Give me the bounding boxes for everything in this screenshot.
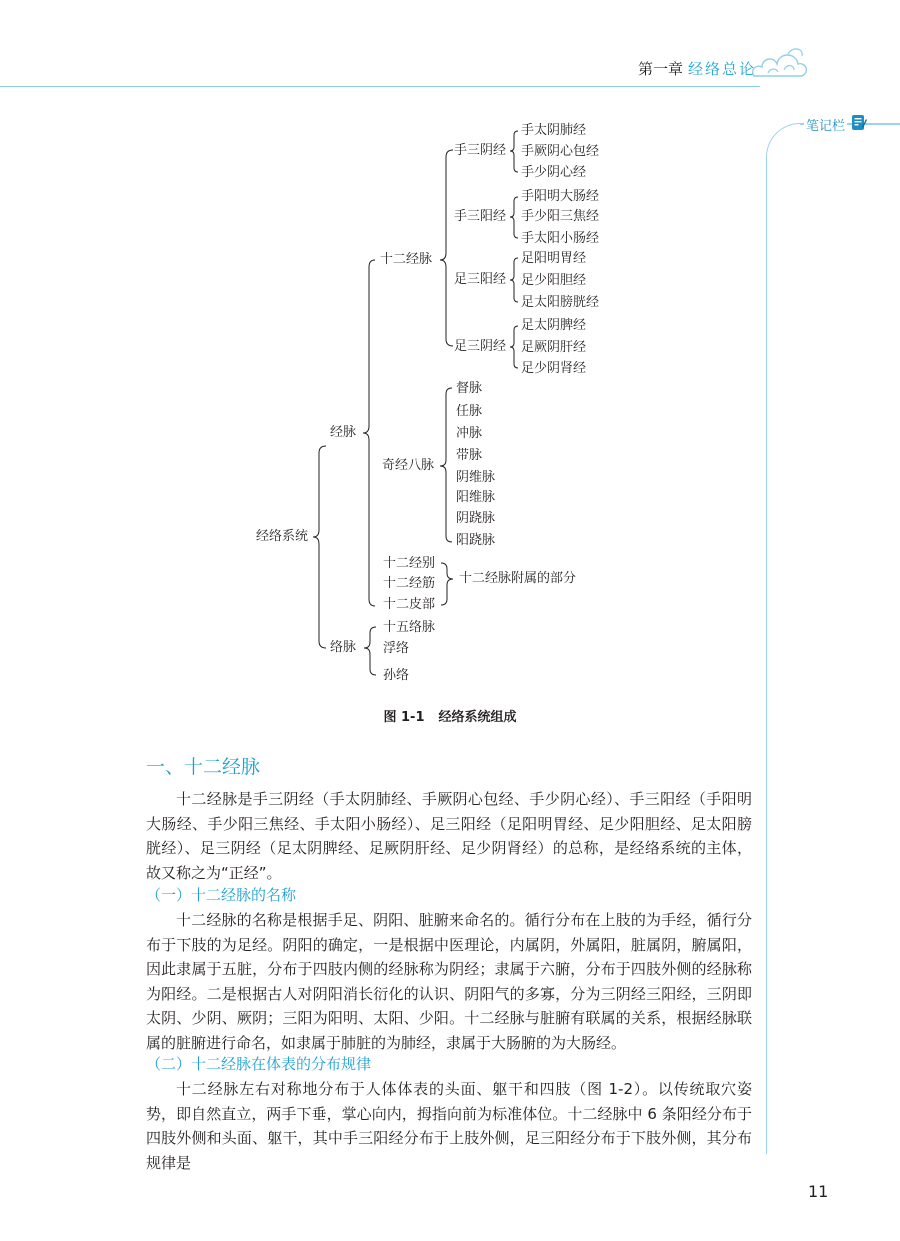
node-foot-three-yang: 足三阳经 [454, 272, 507, 287]
leaf-meridian: 足少阴肾经 [521, 361, 587, 376]
leaf-meridian: 足少阳胆经 [521, 273, 587, 288]
node-subsidiary-label: 十二经脉附属的部分 [459, 571, 577, 586]
leaf-meridian: 足太阴脾经 [521, 318, 587, 333]
section-title: 一、十二经脉 [146, 756, 261, 778]
node-hand-three-yang: 手三阳经 [454, 209, 507, 224]
leaf-collateral: 十五络脉 [383, 620, 436, 635]
figure-title: 经络系统组成 [438, 710, 517, 725]
node-foot-three-yin: 足三阴经 [454, 339, 507, 354]
figure-caption [0, 706, 900, 725]
chapter-label: 第一章 [638, 60, 684, 78]
leaf-subsidiary: 十二皮部 [383, 597, 436, 612]
leaf-meridian: 手太阴肺经 [521, 123, 587, 138]
names-paragraph: 十二经脉的名称是根据手足、阴阳、脏腑来命名的。循行分布在上肢的为手经，循行分布于下肢的为足经。阴阳的确定，一是根据中医理论，内属阴，外属阳，脏属阴，腑属阳，因此隶属于五脏，分布于四肢内侧的经脉称为阴经；隶属于六腑，分布于四肢外侧的经脉称为阳经。二是根据古人对阴阳消长衍化的认识、阴阳气的多寡，分为三阴经三阳经，三阴即太阴、少阴、厥阴；三阳为阳明、太阳、少阳。十二经脉与脏腑有联属的关系，根据经脉联属的脏腑进行命名，如隶属于肺脏的为肺经，隶属于大肠腑的为大肠经。 [146, 911, 752, 1052]
figure-label: 图 1-1 [383, 710, 425, 725]
leaf-meridian: 手少阳三焦经 [521, 209, 600, 224]
leaf-extra-meridian: 阳跷脉 [456, 533, 496, 548]
node-eight-extra-meridians: 奇经八脉 [382, 458, 435, 473]
leaf-meridian: 足阳明胃经 [521, 251, 587, 266]
leaf-subsidiary: 十二经别 [383, 556, 436, 571]
leaf-extra-meridian: 阳维脉 [456, 490, 496, 505]
node-hand-three-yin: 手三阴经 [454, 143, 507, 158]
node-luomai: 络脉 [330, 640, 357, 655]
leaf-extra-meridian: 带脉 [456, 448, 483, 463]
intro-paragraph: 十二经脉是手三阴经（手太阴肺经、手厥阴心包经、手少阴心经）、手三阳经（手阳明大肠经、手少阳三焦经、手太阳小肠经）、足三阳经（足阳明胃经、足少阳胆经、足太阳膀胱经）、足三阴经（足太阴脾经、足厥阴肝经、足少阴肾经）的总称，是经络系统的主体，故又称之为“正经”。 [146, 790, 752, 882]
leaf-meridian: 手太阳小肠经 [521, 231, 600, 246]
leaf-extra-meridian: 任脉 [456, 404, 483, 419]
leaf-meridian: 足太阳膀胱经 [521, 295, 600, 310]
notes-label: 笔记栏 [804, 115, 847, 134]
leaf-meridian: 足厥阴肝经 [521, 340, 587, 355]
subsection-title-names: （一）十二经脉的名称 [146, 886, 297, 904]
node-meridian-system: 经络系统 [256, 529, 309, 544]
leaf-meridian: 手厥阴心包经 [521, 144, 600, 159]
subsection-title-distribution: （二）十二经脉在体表的分布规律 [146, 1055, 372, 1073]
leaf-meridian: 手阳明大肠经 [521, 189, 600, 204]
node-twelve-meridians: 十二经脉 [380, 252, 433, 267]
distribution-paragraph: 十二经脉左右对称地分布于人体体表的头面、躯干和四肢（图 1-2）。以传统取穴姿势，即自然直立，两手下垂，掌心向内，拇指向前为标准体位。十二经脉中 6 条阳经分布于四肢外侧和头面、躯干，其中手三阳经分布于上肢外侧，足三阳经分布于下肢外侧，其分布规律是 [146, 1080, 752, 1172]
leaf-subsidiary: 十二经筋 [383, 576, 436, 591]
page-number: 11 [808, 1182, 829, 1201]
node-jingmai: 经脉 [330, 425, 357, 440]
leaf-collateral: 孙络 [383, 668, 410, 683]
leaf-extra-meridian: 督脉 [456, 381, 483, 396]
leaf-extra-meridian: 冲脉 [456, 426, 483, 441]
leaf-collateral: 浮络 [383, 641, 410, 656]
leaf-extra-meridian: 阴跷脉 [456, 511, 496, 526]
leaf-meridian: 手少阴心经 [521, 165, 587, 180]
leaf-extra-meridian: 阴维脉 [456, 470, 496, 485]
chapter-title: 经络总论 [688, 60, 757, 78]
